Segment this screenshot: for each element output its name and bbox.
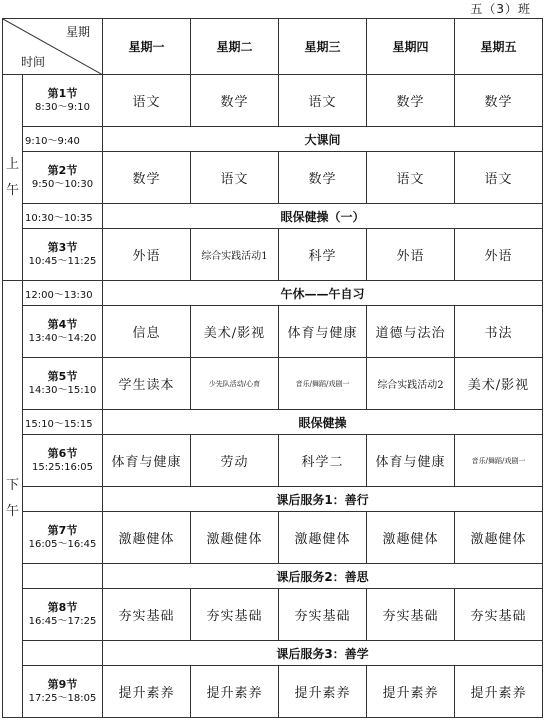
break-time <box>23 564 103 589</box>
subject-cell: 道德与法治 <box>367 306 455 358</box>
subject-cell: 少先队活动/心育 <box>191 358 279 410</box>
day-header: 星期五 <box>455 19 543 75</box>
break-label: 课后服务2：善思 <box>103 564 543 589</box>
subject-cell: 信息 <box>103 306 191 358</box>
subject-cell: 数学 <box>103 152 191 204</box>
period-name: 第9节 <box>47 677 78 691</box>
period-row <box>3 435 543 487</box>
period-cell <box>23 358 103 410</box>
break-time: 9:10～9:40 <box>23 127 103 152</box>
day-header: 星期三 <box>279 19 367 75</box>
subject-cell: 美术/影视 <box>191 306 279 358</box>
subject-cell: 数学 <box>367 75 455 127</box>
break-time <box>23 487 103 512</box>
class-label: 五（3）班 <box>470 2 531 16</box>
subject-cell: 外语 <box>103 229 191 281</box>
break-row <box>3 487 543 512</box>
timetable <box>2 18 543 718</box>
subject-cell: 科学二 <box>279 435 367 487</box>
period-cell <box>23 75 103 127</box>
period-row <box>3 358 543 410</box>
break-row <box>3 127 543 152</box>
break-label: 眼保健操（一） <box>103 204 543 229</box>
period-cell <box>23 306 103 358</box>
day-header: 星期四 <box>367 19 455 75</box>
break-row <box>3 281 543 306</box>
subject-cell: 激趣健体 <box>191 512 279 564</box>
period-time: 15:25:16:05 <box>31 461 93 473</box>
break-time <box>23 641 103 666</box>
break-label: 午休——午自习 <box>103 281 543 306</box>
period-name: 第3节 <box>47 240 78 254</box>
period-time: 10:45～11:25 <box>28 255 97 267</box>
period-cell <box>23 229 103 281</box>
period-name: 第8节 <box>47 600 78 614</box>
corner-cell <box>3 19 103 75</box>
period-cell <box>23 435 103 487</box>
period-row <box>3 589 543 641</box>
period-row <box>3 306 543 358</box>
subject-cell: 语文 <box>455 152 543 204</box>
subject-cell: 综合实践活动2 <box>367 358 455 410</box>
period-row <box>3 229 543 281</box>
period-cell <box>23 152 103 204</box>
period-name: 第1节 <box>47 86 78 100</box>
period-cell <box>23 666 103 718</box>
period-cell <box>23 589 103 641</box>
subject-cell: 语文 <box>103 75 191 127</box>
subject-cell: 激趣健体 <box>103 512 191 564</box>
period-cell <box>23 512 103 564</box>
corner-day-label: 星期 <box>65 25 90 39</box>
break-row <box>3 410 543 435</box>
subject-cell: 体育与健康 <box>279 306 367 358</box>
subject-cell: 书法 <box>455 306 543 358</box>
break-label: 眼保健操 <box>103 410 543 435</box>
subject-cell: 语文 <box>367 152 455 204</box>
subject-cell: 美术/影视 <box>455 358 543 410</box>
subject-cell: 提升素养 <box>103 666 191 718</box>
subject-cell: 外语 <box>455 229 543 281</box>
morning-label: 上 午 <box>3 75 23 281</box>
subject-cell: 音乐/舞蹈/戏剧一 <box>455 435 543 487</box>
subject-cell: 夯实基础 <box>455 589 543 641</box>
period-name: 第6节 <box>47 446 78 460</box>
period-time: 17:25～18:05 <box>28 692 97 704</box>
subject-cell: 激趣健体 <box>367 512 455 564</box>
break-row <box>3 564 543 589</box>
subject-cell: 音乐/舞蹈/戏剧一 <box>279 358 367 410</box>
period-name: 第2节 <box>47 163 78 177</box>
subject-cell: 外语 <box>367 229 455 281</box>
break-time: 12:00～13:30 <box>23 281 103 306</box>
subject-cell: 夯实基础 <box>367 589 455 641</box>
period-row <box>3 666 543 718</box>
period-time: 9:50～10:30 <box>31 178 94 190</box>
period-row <box>3 512 543 564</box>
subject-cell: 语文 <box>191 152 279 204</box>
period-name: 第7节 <box>47 523 78 537</box>
subject-cell: 综合实践活动1 <box>191 229 279 281</box>
period-row <box>3 152 543 204</box>
period-time: 16:45～17:25 <box>28 615 97 627</box>
period-name: 第5节 <box>47 369 78 383</box>
subject-cell: 提升素养 <box>191 666 279 718</box>
subject-cell: 劳动 <box>191 435 279 487</box>
afternoon-label: 下 午 <box>3 281 23 718</box>
break-time: 10:30～10:35 <box>23 204 103 229</box>
header-row <box>3 19 543 75</box>
subject-cell: 体育与健康 <box>103 435 191 487</box>
period-time: 8:30～9:10 <box>35 101 90 113</box>
subject-cell: 语文 <box>279 75 367 127</box>
subject-cell: 激趣健体 <box>455 512 543 564</box>
subject-cell: 提升素养 <box>367 666 455 718</box>
period-time: 13:40～14:20 <box>28 332 97 344</box>
break-row <box>3 641 543 666</box>
subject-cell: 数学 <box>279 152 367 204</box>
period-time: 14:30～15:10 <box>28 384 97 396</box>
break-label: 课后服务3：善学 <box>103 641 543 666</box>
day-header: 星期一 <box>103 19 191 75</box>
corner-time-label: 时间 <box>21 55 46 69</box>
period-name: 第4节 <box>47 317 78 331</box>
subject-cell: 数学 <box>191 75 279 127</box>
break-row <box>3 204 543 229</box>
subject-cell: 提升素养 <box>279 666 367 718</box>
break-label: 大课间 <box>103 127 543 152</box>
subject-cell: 科学 <box>279 229 367 281</box>
day-header: 星期二 <box>191 19 279 75</box>
period-time: 16:05～16:45 <box>28 538 97 550</box>
subject-cell: 体育与健康 <box>367 435 455 487</box>
subject-cell: 数学 <box>455 75 543 127</box>
subject-cell: 夯实基础 <box>279 589 367 641</box>
subject-cell: 夯实基础 <box>191 589 279 641</box>
subject-cell: 夯实基础 <box>103 589 191 641</box>
period-row <box>3 75 543 127</box>
break-time: 15:10～15:15 <box>23 410 103 435</box>
subject-cell: 学生读本 <box>103 358 191 410</box>
break-label: 课后服务1：善行 <box>103 487 543 512</box>
subject-cell: 激趣健体 <box>279 512 367 564</box>
subject-cell: 提升素养 <box>455 666 543 718</box>
